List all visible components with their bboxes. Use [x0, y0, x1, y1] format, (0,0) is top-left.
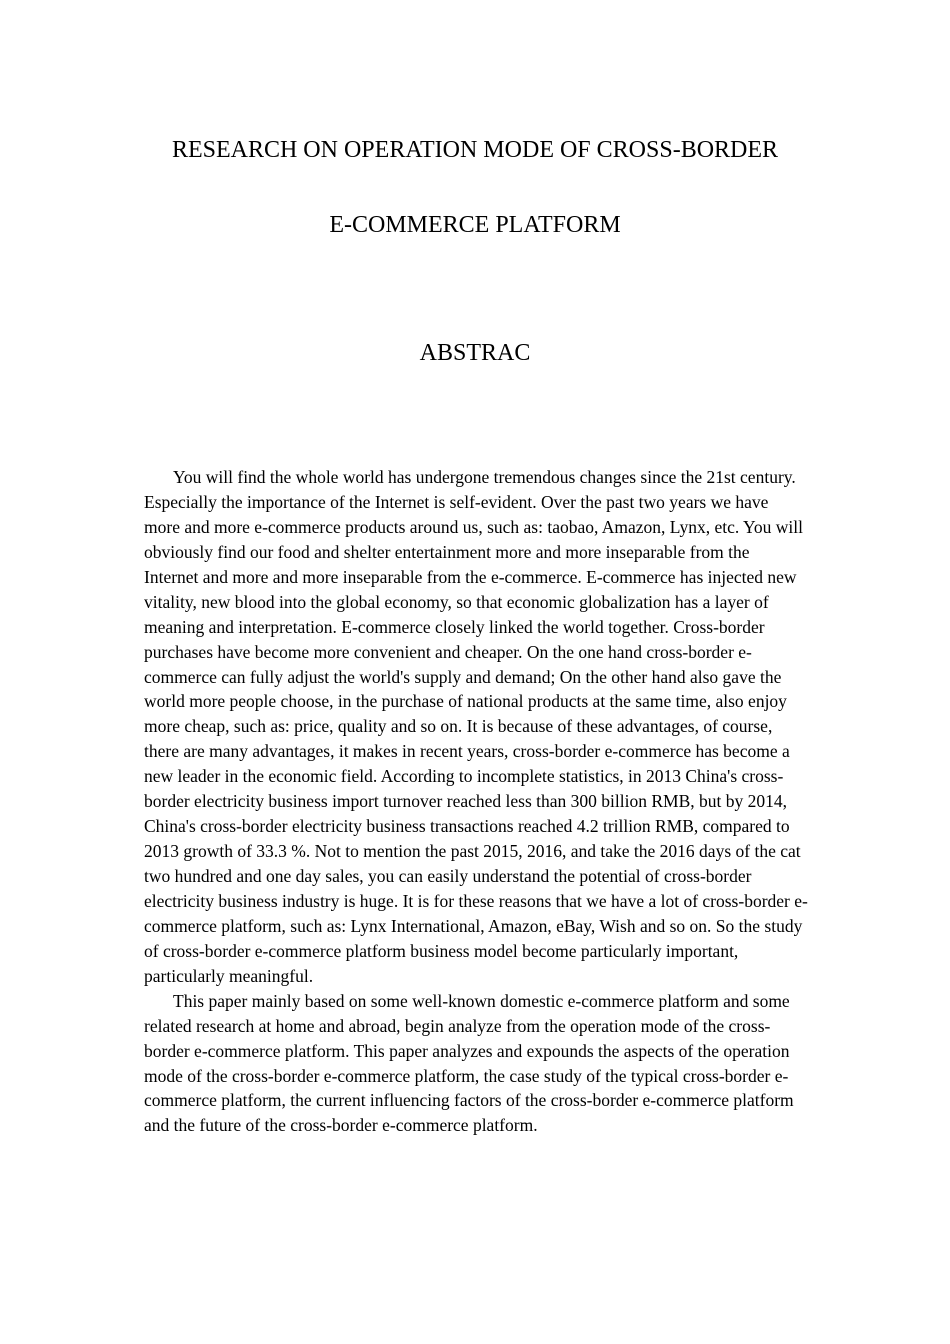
abstract-heading: ABSTRAC	[419, 340, 531, 366]
document-title-line-2: E-COMMERCE PLATFORM	[329, 212, 621, 238]
abstract-paragraph-1: You will find the whole world has undergone tremendous changes since the 21st century. Especially the importance of the Internet is self-evident. Over the past two years we have more and more e-commerce products around us, such as: taobao, Amazon, Lynx, etc. You will obviously find our food and shelter entertainment more and more inseparable from the Internet and more and more inseparable from the e-commerce. E-commerce has injected new vitality, new blood into the global economy, so that economic globalization has a layer of meaning and interpretation. E-commerce closely linked the world together. Cross-border purchases have become more convenient and cheaper. On the one hand cross-border e-commerce can fully adjust the world's supply and demand; On the other hand also gave the world more people choose, in the purchase of national products at the same time, also enjoy more cheap, such as: price, quality and so on. It is because of these advantages, of course, there are many advantages, it makes in recent years, cross-border e-commerce has become a new leader in the economic field. According to incomplete statistics, in 2013 China's cross-border electricity business import turnover reached less than 300 billion RMB, but by 2014, China's cross-border electricity business transactions reached 4.2 trillion RMB, compared to 2013 growth of 33.3 %. Not to mention the past 2015, 2016, and take the 2016 days of the cat two hundred and one day sales, you can easily understand the potential of cross-border electricity business industry is huge. It is for these reasons that we have a lot of cross-border e-commerce platform, such as: Lynx International, Amazon, eBay, Wish and so on. So the study of cross-border e-commerce platform business model become particularly important, particularly meaningful.	[144, 467, 808, 986]
abstract-paragraph-2: This paper mainly based on some well-known domestic e-commerce platform and some related research at home and abroad, begin analyze from the operation mode of the cross-border e-commerce platform. This paper analyzes and expounds the aspects of the operation mode of the cross-border e-commerce platform, the case study of the typical cross-border e-commerce platform, the current influencing factors of the cross-border e-commerce platform and the future of the cross-border e-commerce platform.	[144, 990, 794, 1136]
abstract-body	[144, 465, 808, 1138]
document-title-line-1: RESEARCH ON OPERATION MODE OF CROSS-BORDER	[171, 137, 779, 163]
